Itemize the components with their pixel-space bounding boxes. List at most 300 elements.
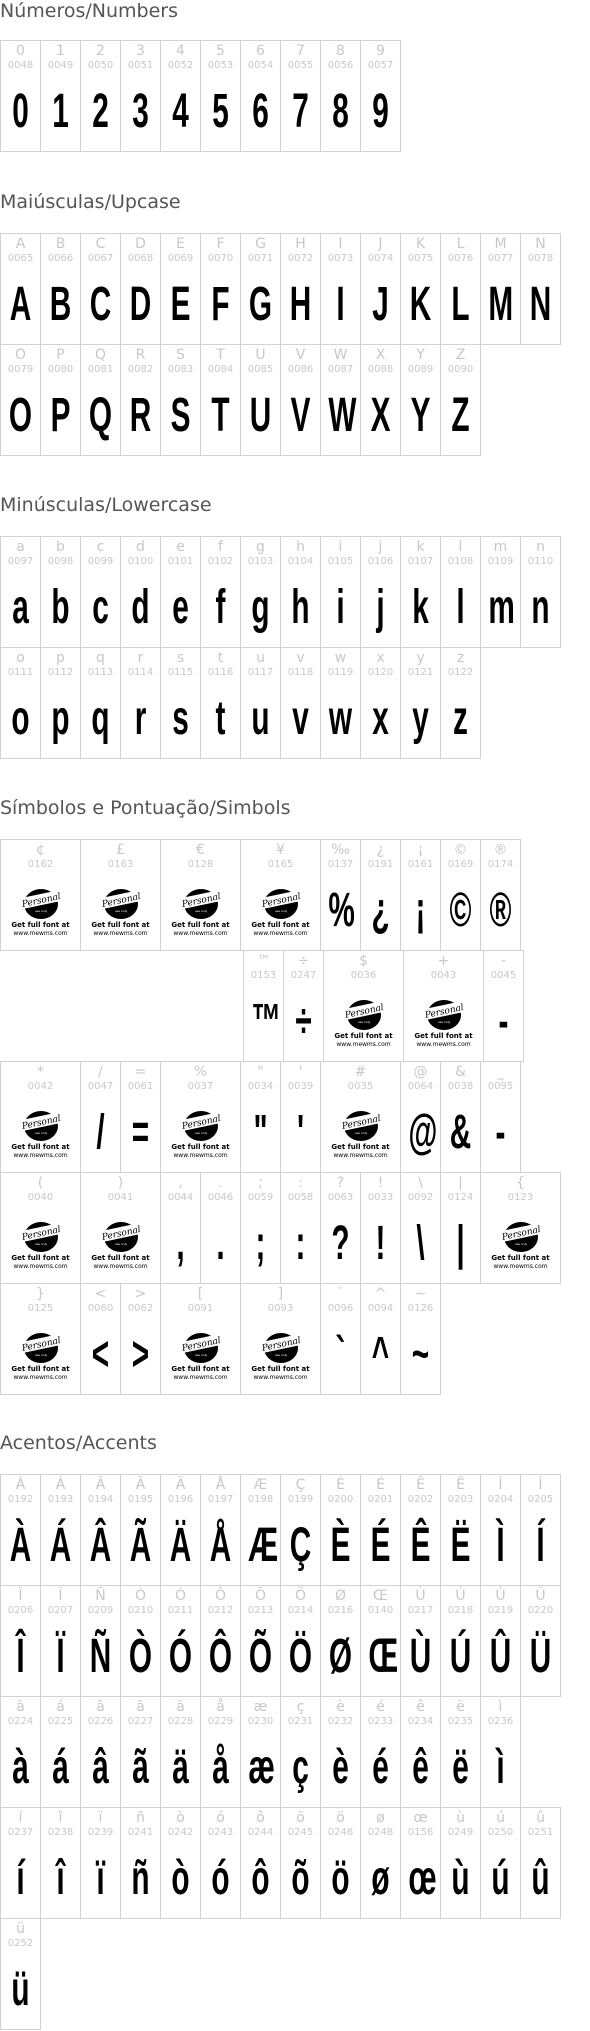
glyph-cell xyxy=(400,1585,441,1697)
glyph-cell xyxy=(440,1807,481,1919)
glyph-sample: - xyxy=(495,1106,506,1159)
glyph-row xyxy=(0,1172,560,1284)
glyph-sample: U xyxy=(249,389,272,442)
glyph-char-label: ] xyxy=(277,1286,284,1302)
glyph-char-label: Ü xyxy=(535,1588,546,1604)
glyph-sample: M xyxy=(488,278,514,331)
glyph-cell xyxy=(240,1172,281,1284)
glyph-char-label: ¥ xyxy=(276,842,285,858)
glyph-sample: © xyxy=(449,884,472,937)
glyph-code: 0165 xyxy=(267,859,294,870)
glyph-cell xyxy=(80,344,121,456)
glyph-sample: ö xyxy=(331,1852,350,1905)
promo-line2: www.mewms.com xyxy=(13,930,68,937)
glyph-code: 0218 xyxy=(447,1605,474,1616)
promo-line1: Get full font at xyxy=(414,1032,473,1040)
glyph-code: 0191 xyxy=(367,859,394,870)
glyph-cell xyxy=(280,1474,321,1586)
glyph-char-label: c xyxy=(96,539,105,555)
glyph-char-label: # xyxy=(354,1064,367,1080)
glyph-code: 0092 xyxy=(407,1192,434,1203)
glyph-cell xyxy=(240,839,321,951)
glyph-char-label: œ xyxy=(413,1810,428,1826)
svg-text:Personal: Personal xyxy=(20,891,62,910)
glyph-sample: â xyxy=(92,1741,109,1794)
glyph-cell xyxy=(400,839,441,951)
svg-text:use only: use only xyxy=(194,909,207,913)
glyph-char-label: À xyxy=(15,1477,26,1493)
glyph-cell xyxy=(400,233,441,345)
svg-text:use only: use only xyxy=(194,1131,207,1135)
glyph-code: 0174 xyxy=(487,859,514,870)
glyph-sample: = xyxy=(131,1106,150,1159)
glyph-cell xyxy=(480,839,521,951)
glyph-char-label: ` xyxy=(337,1286,344,1302)
glyph-row xyxy=(0,1585,560,1697)
glyph-code: 0108 xyxy=(447,556,474,567)
glyph-sample: G xyxy=(248,278,273,331)
glyph-code: 0153 xyxy=(250,970,277,981)
glyph-sample: a xyxy=(12,581,29,634)
glyph-cell xyxy=(280,1172,321,1284)
svg-text:use only: use only xyxy=(114,909,127,913)
glyph-code: 0235 xyxy=(447,1716,474,1727)
glyph-sample: è xyxy=(332,1741,349,1794)
promo-line2: www.mewms.com xyxy=(93,1263,148,1270)
glyph-code: 0049 xyxy=(47,60,74,71)
glyph-code: 0061 xyxy=(127,1081,154,1092)
glyph-char-label: 3 xyxy=(136,43,145,59)
glyph-sample: V xyxy=(290,389,311,442)
glyph-char-label: l xyxy=(458,539,463,555)
glyph-code: 0057 xyxy=(367,60,394,71)
glyph-char-label: û xyxy=(536,1810,545,1826)
glyph-char-label: ü xyxy=(16,1921,25,1937)
glyph-char-label: õ xyxy=(296,1810,305,1826)
glyph-code: 0232 xyxy=(327,1716,354,1727)
glyph-sample: á xyxy=(52,1741,69,1794)
glyph-char-label: ê xyxy=(416,1699,425,1715)
glyph-char-label: M xyxy=(494,236,507,252)
glyph-char-label: Ú xyxy=(455,1588,466,1604)
glyph-char-label: Õ xyxy=(254,1588,267,1604)
glyph-code: 0192 xyxy=(7,1494,34,1505)
glyph-code: 0236 xyxy=(487,1716,514,1727)
glyph-char-label: N xyxy=(535,236,546,252)
glyph-code: 0205 xyxy=(527,1494,554,1505)
glyph-code: 0113 xyxy=(87,667,114,678)
glyph-sample: Î xyxy=(16,1630,25,1683)
glyph-char-label: ~ xyxy=(414,1286,427,1302)
glyph-cell xyxy=(240,1474,281,1586)
glyph-char-label: X xyxy=(375,347,386,363)
glyph-sample: ^ xyxy=(371,1328,390,1381)
glyph-code: 0201 xyxy=(367,1494,394,1505)
glyph-sample: 8 xyxy=(332,85,349,138)
glyph-code: 0202 xyxy=(407,1494,434,1505)
glyph-sample: Ô xyxy=(208,1630,233,1683)
glyph-char-label: Ø xyxy=(334,1588,347,1604)
glyph-code: 0102 xyxy=(207,556,234,567)
glyph-sample: ò xyxy=(171,1852,190,1905)
glyph-char-label: p xyxy=(56,650,65,666)
glyph-sample: r xyxy=(134,692,147,745)
glyph-char-label: : xyxy=(298,1175,303,1191)
glyph-sample: ¿ xyxy=(371,884,390,937)
glyph-cell xyxy=(80,1696,121,1808)
promo-line2: www.mewms.com xyxy=(13,1152,68,1159)
glyph-cell xyxy=(320,1807,361,1919)
glyph-sample: ó xyxy=(211,1852,230,1905)
glyph-sample: c xyxy=(92,581,109,634)
glyph-sample: ? xyxy=(331,1217,350,1270)
glyph-code: 0111 xyxy=(7,667,34,678)
glyph-cell xyxy=(480,536,521,648)
glyph-cell xyxy=(0,839,81,951)
glyph-row xyxy=(0,344,480,456)
glyph-code: 0034 xyxy=(247,1081,274,1092)
promo-logo-icon xyxy=(422,995,466,1031)
glyph-cell xyxy=(520,1474,561,1586)
glyph-sample: i xyxy=(336,581,345,634)
glyph-cell xyxy=(40,1807,81,1919)
glyph-row xyxy=(243,950,523,1062)
glyph-char-label: q xyxy=(96,650,105,666)
glyph-code: 0198 xyxy=(247,1494,274,1505)
svg-text:use only: use only xyxy=(354,1131,367,1135)
glyph-sample: 7 xyxy=(292,85,309,138)
glyph-sample: Ø xyxy=(328,1630,353,1683)
glyph-sample: Ò xyxy=(128,1630,153,1683)
glyph-char-label: t xyxy=(217,650,224,666)
glyph-code: 0120 xyxy=(367,667,394,678)
glyph-cell xyxy=(520,536,561,648)
glyph-code: 0225 xyxy=(47,1716,74,1727)
glyph-cell xyxy=(400,1283,441,1395)
glyph-code: 0065 xyxy=(7,253,34,264)
glyph-code: 0110 xyxy=(527,556,554,567)
glyph-sample: F xyxy=(211,278,230,331)
promo-line1: Get full font at xyxy=(491,1254,550,1262)
glyph-cell xyxy=(40,40,81,152)
glyph-cell xyxy=(320,233,361,345)
glyph-cell xyxy=(360,344,401,456)
glyph-code: 0117 xyxy=(247,667,274,678)
glyph-cell xyxy=(240,344,281,456)
glyph-row xyxy=(0,1807,560,1919)
glyph-char-label: $ xyxy=(359,953,368,969)
glyph-code: 0214 xyxy=(287,1605,314,1616)
glyph-cell xyxy=(320,1172,361,1284)
glyph-sample: Œ xyxy=(368,1630,399,1683)
glyph-code: 0137 xyxy=(327,859,354,870)
glyph-sample: m xyxy=(488,581,515,634)
glyph-code: 0081 xyxy=(87,364,114,375)
glyph-cell xyxy=(160,839,241,951)
glyph-char-label: d xyxy=(136,539,145,555)
promo-badge xyxy=(324,995,403,1049)
promo-logo-icon xyxy=(99,884,143,920)
glyph-sample: S xyxy=(170,389,191,442)
svg-text:Personal: Personal xyxy=(500,1224,542,1243)
glyph-cell xyxy=(320,1283,361,1395)
glyph-code: 0238 xyxy=(47,1827,74,1838)
svg-text:use only: use only xyxy=(274,909,287,913)
glyph-cell xyxy=(200,1474,241,1586)
glyph-cell xyxy=(320,1696,361,1808)
glyph-sample: t xyxy=(215,692,226,745)
glyph-code: 0224 xyxy=(7,1716,34,1727)
glyph-sample: / xyxy=(96,1106,105,1159)
glyph-code: 0106 xyxy=(367,556,394,567)
glyph-cell xyxy=(440,839,481,951)
glyph-code: 0196 xyxy=(167,1494,194,1505)
promo-line1: Get full font at xyxy=(334,1032,393,1040)
glyph-char-label: Ê xyxy=(416,1477,425,1493)
glyph-sample: B xyxy=(49,278,72,331)
glyph-code: 0047 xyxy=(87,1081,114,1092)
promo-logo-icon xyxy=(179,1106,223,1142)
glyph-code: 0054 xyxy=(247,60,274,71)
glyph-char-label: J xyxy=(378,236,383,252)
promo-logo-icon xyxy=(259,884,303,920)
glyph-char-label: ® xyxy=(493,842,508,858)
glyph-sample: 2 xyxy=(92,85,109,138)
glyph-char-label: E xyxy=(176,236,185,252)
glyph-code: 0044 xyxy=(167,1192,194,1203)
glyph-cell xyxy=(320,1061,401,1173)
glyph-char-label: < xyxy=(94,1286,107,1302)
glyph-char-label: , xyxy=(178,1175,183,1191)
glyph-cell xyxy=(440,1474,481,1586)
glyph-code: 0195 xyxy=(127,1494,154,1505)
glyph-code: 0059 xyxy=(247,1192,274,1203)
glyph-sample: œ xyxy=(408,1852,437,1905)
promo-line2: www.mewms.com xyxy=(416,1041,471,1048)
promo-line1: Get full font at xyxy=(11,1365,70,1373)
glyph-cell xyxy=(280,1807,321,1919)
glyph-sample: ä xyxy=(172,1741,189,1794)
glyph-cell xyxy=(360,1283,401,1395)
promo-logo-icon xyxy=(259,1328,303,1364)
glyph-char-label: Ï xyxy=(58,1588,63,1604)
glyph-code: 0053 xyxy=(207,60,234,71)
glyph-cell xyxy=(120,647,161,759)
glyph-code: 0073 xyxy=(327,253,354,264)
glyph-char-label: Ì xyxy=(498,1477,503,1493)
glyph-cell xyxy=(240,1061,281,1173)
glyph-cell xyxy=(40,1474,81,1586)
glyph-code: 0125 xyxy=(27,1303,54,1314)
glyph-char-label: G xyxy=(255,236,266,252)
promo-line1: Get full font at xyxy=(11,1254,70,1262)
glyph-char-label: s xyxy=(176,650,185,666)
glyph-sample: n xyxy=(531,581,550,634)
glyph-char-label: A xyxy=(15,236,26,252)
glyph-cell xyxy=(200,1696,241,1808)
glyph-char-label: / xyxy=(98,1064,103,1080)
glyph-char-label: V xyxy=(295,347,306,363)
glyph-cell xyxy=(80,1474,121,1586)
glyph-sample: A xyxy=(9,278,32,331)
glyph-char-label: Ñ xyxy=(95,1588,106,1604)
promo-line1: Get full font at xyxy=(11,921,70,929)
glyph-cell xyxy=(160,1474,201,1586)
glyph-char-label: w xyxy=(334,650,347,666)
glyph-char-label: à xyxy=(16,1699,25,1715)
svg-text:use only: use only xyxy=(34,1131,47,1135)
glyph-sample: K xyxy=(409,278,432,331)
glyph-cell xyxy=(0,1696,41,1808)
glyph-cell xyxy=(200,536,241,648)
glyph-code: 0045 xyxy=(490,970,517,981)
glyph-char-label: Å xyxy=(215,1477,226,1493)
promo-logo-icon xyxy=(179,884,223,920)
glyph-cell xyxy=(280,1696,321,1808)
glyph-code: 0056 xyxy=(327,60,354,71)
glyph-code: 0042 xyxy=(27,1081,54,1092)
glyph-char-label: é xyxy=(376,1699,385,1715)
glyph-char-label: & xyxy=(455,1064,466,1080)
glyph-code: 0227 xyxy=(127,1716,154,1727)
glyph-code: 0075 xyxy=(407,253,434,264)
glyph-cell xyxy=(160,344,201,456)
glyph-code: 0249 xyxy=(447,1827,474,1838)
glyph-cell xyxy=(160,1283,241,1395)
glyph-cell xyxy=(240,1696,281,1808)
promo-line1: Get full font at xyxy=(91,1254,150,1262)
glyph-sample: | xyxy=(456,1217,465,1270)
glyph-code: 0118 xyxy=(287,667,314,678)
glyph-char-label: _ xyxy=(497,1064,504,1080)
glyph-code: 0048 xyxy=(7,60,34,71)
glyph-code: 0239 xyxy=(87,1827,114,1838)
glyph-sample: J xyxy=(372,278,389,331)
glyph-char-label: © xyxy=(453,842,468,858)
glyph-cell xyxy=(403,950,484,1062)
glyph-cell xyxy=(480,1172,561,1284)
glyph-code: 0200 xyxy=(327,1494,354,1505)
glyph-sample: E xyxy=(170,278,191,331)
glyph-cell xyxy=(283,950,324,1062)
glyph-char-label: ã xyxy=(136,1699,145,1715)
glyph-code: 0237 xyxy=(7,1827,34,1838)
glyph-cell xyxy=(400,536,441,648)
promo-badge xyxy=(1,1328,80,1382)
glyph-char-label: H xyxy=(295,236,306,252)
glyph-sample: - xyxy=(498,995,509,1048)
glyph-sample: ® xyxy=(489,884,512,937)
glyph-sample: û xyxy=(531,1852,550,1905)
glyph-char-label: ; xyxy=(258,1175,263,1191)
glyph-char-label: € xyxy=(196,842,205,858)
glyph-char-label: j xyxy=(378,539,383,555)
glyph-sample: ú xyxy=(491,1852,510,1905)
glyph-cell xyxy=(520,1585,561,1697)
glyph-cell xyxy=(160,536,201,648)
svg-text:use only: use only xyxy=(514,1242,527,1246)
glyph-cell xyxy=(160,1696,201,1808)
glyph-sample: æ xyxy=(248,1741,275,1794)
glyph-row xyxy=(0,536,560,648)
glyph-sample: 9 xyxy=(372,85,389,138)
glyph-sample: C xyxy=(89,278,112,331)
glyph-char-label: 6 xyxy=(256,43,265,59)
glyph-code: 0123 xyxy=(507,1192,534,1203)
glyph-code: 0076 xyxy=(447,253,474,264)
svg-text:Personal: Personal xyxy=(260,891,302,910)
glyph-code: 0064 xyxy=(407,1081,434,1092)
glyph-code: 0244 xyxy=(247,1827,274,1838)
glyph-code: 0062 xyxy=(127,1303,154,1314)
glyph-char-label: ì xyxy=(498,1699,503,1715)
glyph-char-label: n xyxy=(536,539,545,555)
glyph-sample: Ñ xyxy=(89,1630,112,1683)
glyph-sample: Ù xyxy=(409,1630,432,1683)
glyph-sample: " xyxy=(253,1106,268,1159)
glyph-code: 0090 xyxy=(447,364,474,375)
glyph-sample: ç xyxy=(292,1741,309,1794)
glyph-code: 0050 xyxy=(87,60,114,71)
glyph-sample: Ã xyxy=(129,1519,152,1572)
glyph-sample: Ó xyxy=(168,1630,193,1683)
glyph-sample: X xyxy=(370,389,391,442)
glyph-char-label: Ë xyxy=(456,1477,465,1493)
glyph-cell xyxy=(400,1696,441,1808)
glyph-cell xyxy=(280,647,321,759)
glyph-char-label: ô xyxy=(256,1810,265,1826)
glyph-sample: R xyxy=(129,389,152,442)
promo-badge xyxy=(161,884,240,938)
glyph-sample: w xyxy=(328,692,353,745)
glyph-cell xyxy=(320,536,361,648)
promo-line2: www.mewms.com xyxy=(253,930,308,937)
glyph-code: 0078 xyxy=(527,253,554,264)
glyph-code: 0194 xyxy=(87,1494,114,1505)
section-title: Números/Numbers xyxy=(0,0,178,22)
glyph-cell xyxy=(80,1061,121,1173)
glyph-char-label: + xyxy=(437,953,450,969)
glyph-sample: ë xyxy=(452,1741,469,1794)
glyph-char-label: - xyxy=(500,953,507,969)
glyph-sample: Í xyxy=(536,1519,545,1572)
glyph-cell xyxy=(440,1585,481,1697)
glyph-sample: @ xyxy=(408,1106,438,1159)
promo-line2: www.mewms.com xyxy=(493,1263,548,1270)
glyph-char-label: Ö xyxy=(294,1588,307,1604)
glyph-cell xyxy=(240,1585,281,1697)
glyph-cell xyxy=(160,40,201,152)
glyph-sample: Ï xyxy=(56,1630,65,1683)
glyph-char-label: z xyxy=(456,650,465,666)
glyph-char-label: O xyxy=(14,347,27,363)
glyph-char-label: Û xyxy=(495,1588,506,1604)
glyph-sample: Ö xyxy=(288,1630,313,1683)
glyph-sample: T xyxy=(211,389,230,442)
glyph-char-label: * xyxy=(37,1064,44,1080)
glyph-sample: 0 xyxy=(12,85,29,138)
glyph-char-label: L xyxy=(456,236,465,252)
glyph-code: 0085 xyxy=(247,364,274,375)
glyph-char-label: { xyxy=(516,1175,525,1191)
glyph-cell xyxy=(160,647,201,759)
glyph-sample: O xyxy=(8,389,33,442)
glyph-sample: & xyxy=(449,1106,472,1159)
glyph-code: 0063 xyxy=(327,1192,354,1203)
glyph-cell xyxy=(200,40,241,152)
glyph-char-label: % xyxy=(193,1064,208,1080)
glyph-char-label: k xyxy=(416,539,425,555)
